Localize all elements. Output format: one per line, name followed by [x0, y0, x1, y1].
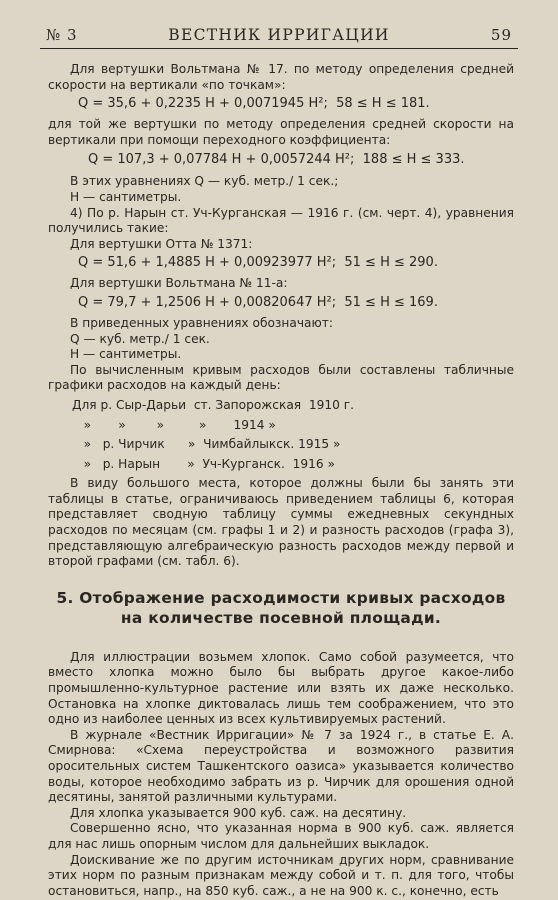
- paragraph: H — сантиметры.: [70, 189, 182, 204]
- paragraph: Для вертушки Отта № 1371:: [70, 236, 253, 251]
- paragraph: Для вертушки Вольтмана № 11-а:: [70, 276, 288, 291]
- paragraph: Для хлопка указывается 900 куб. саж. на десятину.: [70, 805, 407, 820]
- section-heading: 5. Отображение расходимости кривых расходов на количестве посевной площади.: [56, 588, 506, 627]
- paragraph: Совершенно ясно, что указанная норма в 900 куб. саж. является для нас лишь опорным числом для дальнейших выкладок.: [48, 821, 514, 851]
- journal-title: ВЕСТНИК ИРРИГАЦИИ: [168, 26, 390, 44]
- list-item: Для р. Сыр-Дарьи ст. Запорожская 1910 г.: [72, 397, 355, 412]
- issue-number: № 3: [46, 26, 78, 44]
- list-item: » » » » 1914 »: [72, 417, 276, 432]
- list-item: » р. Чирчик » Чимбайлыкск. 1915 »: [72, 437, 341, 452]
- paragraph: для той же вертушки по методу определения средней скорости на вертикали при помощи переходного коэффициента:: [48, 117, 514, 147]
- paragraph: По вычисленным кривым расходов были составлены табличные графики расходов на каждый день:: [48, 362, 514, 393]
- list-item: » р. Нарын » Уч-Курганск. 1916 »: [72, 456, 335, 471]
- paragraph: В журнале «Вестник Ирригации» № 7 за 1924 г., в статье Е. А. Смирнова: «Схема переустройства и возможного развития оросительных систем Ташкентского оазиса» указывается количество воды, которое необходимо забрать из р. Чирчик для орошения одной десятины, занятой различными культурами.: [48, 727, 514, 805]
- paragraph: В приведенных уравнениях обозначают:: [70, 315, 333, 330]
- equation: Q = 107,3 + 0,07784 H + 0,0057244 H²; 188 ≤ H ≤ 333.: [88, 152, 465, 168]
- running-header: [40, 24, 518, 49]
- paragraph: В виду большого места, которое должны были бы занять эти таблицы в статье, ограничиваюсь приведением таблицы 6, которая представляет сводную таблицу суммы ежедневных секундных расходов по месяцам (см. графы 1 и 2) и разность расходов (графа 3), представляющую алгебраическую разность расходов между первой и второй графами (см. табл. 6).: [48, 476, 514, 569]
- paragraph: H — сантиметры.: [70, 347, 182, 362]
- paragraph: 4) По р. Нарын ст. Уч-Курганская — 1916 г. (см. черт. 4), уравнения получились такие:: [48, 205, 514, 236]
- equation: Q = 79,7 + 1,2506 H + 0,00820647 H²; 51 ≤ H ≤ 169.: [78, 294, 438, 310]
- paragraph: Для вертушки Вольтмана № 17. по методу определения средней скорости на вертикали «по точкам»:: [48, 62, 514, 92]
- equation: Q = 35,6 + 0,2235 H + 0,0071945 H²; 58 ≤ H ≤ 181.: [78, 96, 430, 112]
- page-body: [48, 62, 514, 899]
- equation: Q = 51,6 + 1,4885 H + 0,00923977 H²; 51 ≤ H ≤ 290.: [78, 255, 438, 271]
- paragraph: Q — куб. метр./ 1 сек.: [70, 331, 210, 346]
- paragraph: Доискивание же по другим источникам других норм, сравнивание этих норм по разным признакам между собой и т. п. для того, чтобы остановиться, напр., на 850 куб. саж., а не на 900 к. с., конечно, есть: [48, 852, 514, 898]
- paragraph: В этих уравнениях Q — куб. метр./ 1 сек.;: [70, 174, 339, 189]
- page-number: 59: [490, 26, 512, 44]
- paragraph: Для иллюстрации возьмем хлопок. Само собой разумеется, что вместо хлопка можно было бы выбрать другое какое-либо промышленно-культурное растение или взять их даже несколько. Остановка на хлопке диктовалась лишь тем соображением, что это одно из наиболее ценных из всех культивируемых растений.: [48, 649, 514, 727]
